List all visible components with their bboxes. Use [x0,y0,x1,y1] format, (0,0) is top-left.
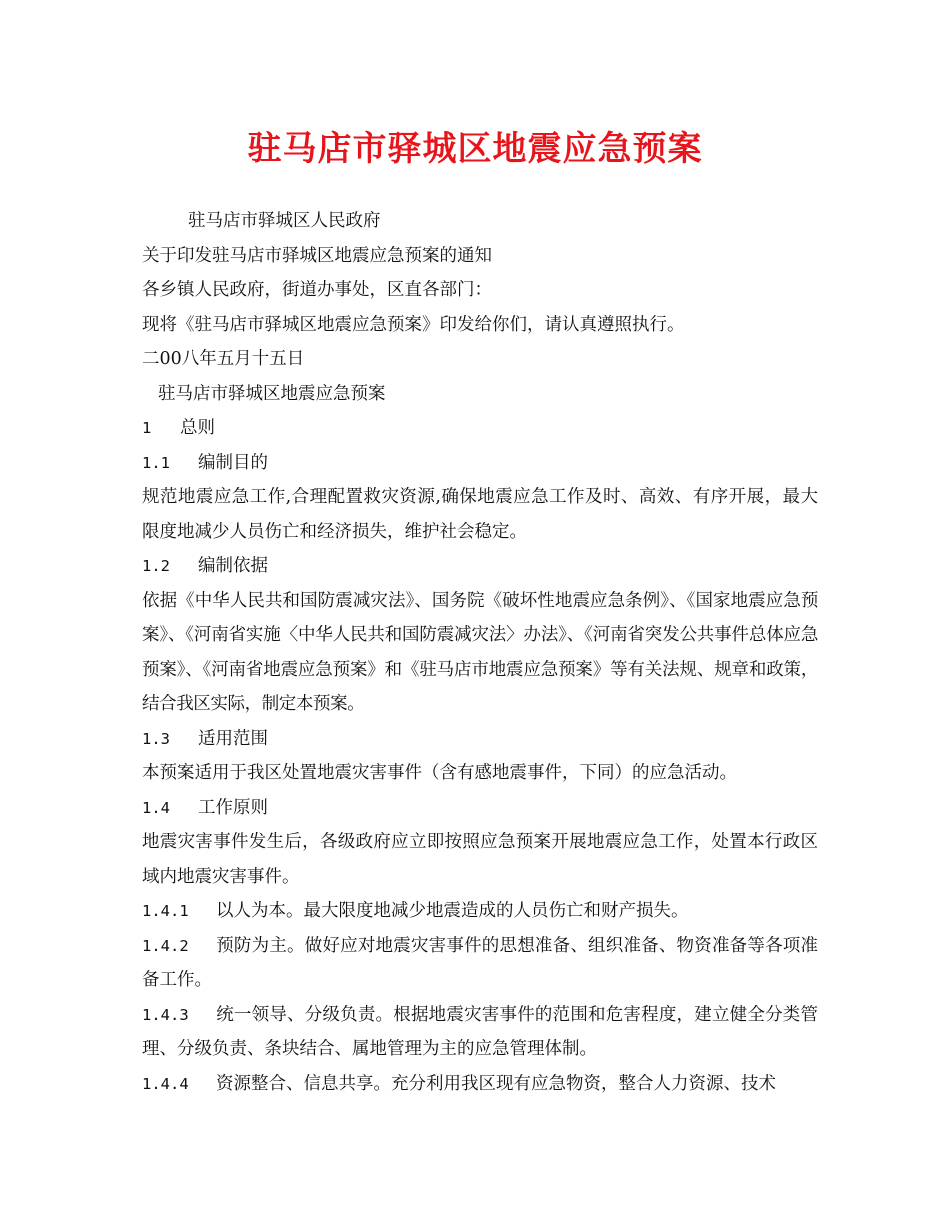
body-paragraph: 本预案适用于我区处置地震灾害事件（含有感地震事件，下同）的应急活动。 [142,763,737,783]
notice-title: 关于印发驻马店市驿城区地震应急预案的通知 [142,245,492,266]
clause-line [142,1067,818,1102]
section-heading [142,722,818,757]
section-heading [142,446,818,481]
section-heading-text: 编制依据 [198,556,268,576]
issue-date: 二00八年五月十五日 [142,349,305,369]
section-heading-text: 工作原则 [198,797,268,818]
issuer-line: 驻马店市驿城区人民政府 [188,211,381,231]
clause-number: 1.4.2 [142,936,189,955]
section-number: 1.4 [142,798,170,817]
clause-line [142,998,818,1067]
clause-line [142,929,818,998]
body-paragraph: 依据《中华人民共和国防震减灾法》、国务院《破坏性地震应急条例》、《国家地震应急预案》、《河南省实施〈中华人民共和国防震减灾法〉办法》、《河南省突发公共事件总体应急预案》、《河南省地震应急预案》和《驻马店市地震应急预案》等有关法规、规章和政策，结合我区实际，制定本预案。 [142,590,818,714]
section-heading-text: 适用范围 [198,728,268,749]
clause-line [142,894,818,929]
addressees: 各乡镇人民政府，街道办事处，区直各部门： [142,280,492,300]
section-heading-text: 编制目的 [198,452,268,473]
clause-text: 预防为主。做好应对地震灾害事件的思想准备、组织准备、物资准备等各项准备工作。 [142,935,818,990]
section-number: 1.1 [142,453,170,472]
document-title: 驻马店市驿城区地震应急预案 [247,129,703,169]
instruction-paragraph: 现将《驻马店市驿城区地震应急预案》印发给你们，请认真遵照执行。 [142,314,685,335]
section-number: 1.2 [142,557,170,575]
clause-text: 以人为本。最大限度地减少地震造成的人员伤亡和财产损失。 [216,901,689,921]
clause-text: 资源整合、信息共享。充分利用我区现有应急物资，整合人力资源、技术 [216,1073,776,1094]
section-number: 1 [142,419,152,437]
section-heading [142,549,818,584]
clause-number: 1.4.4 [142,1074,189,1093]
clause-number: 1.4.1 [142,902,189,920]
section-heading [142,791,818,826]
clause-text: 统一领导、分级负责。根据地震灾害事件的范围和危害程度，建立健全分类管理、分级负责、条块结合、属地管理为主的应急管理体制。 [142,1004,818,1059]
section-heading-text: 总则 [180,418,215,438]
section-heading [142,411,818,446]
body-paragraph: 规范地震应急工作,合理配置救灾资源,确保地震应急工作及时、高效、有序开展，最大限度地减少人员伤亡和经济损失，维护社会稳定。 [142,487,818,542]
clause-number: 1.4.3 [142,1005,189,1024]
body-paragraph: 地震灾害事件发生后，各级政府应立即按照应急预案开展地震应急工作，处置本行政区域内地震灾害事件。 [142,832,818,887]
plan-title: 驻马店市驿城区地震应急预案 [158,383,386,404]
document-body [142,204,818,1101]
section-number: 1.3 [142,729,170,748]
